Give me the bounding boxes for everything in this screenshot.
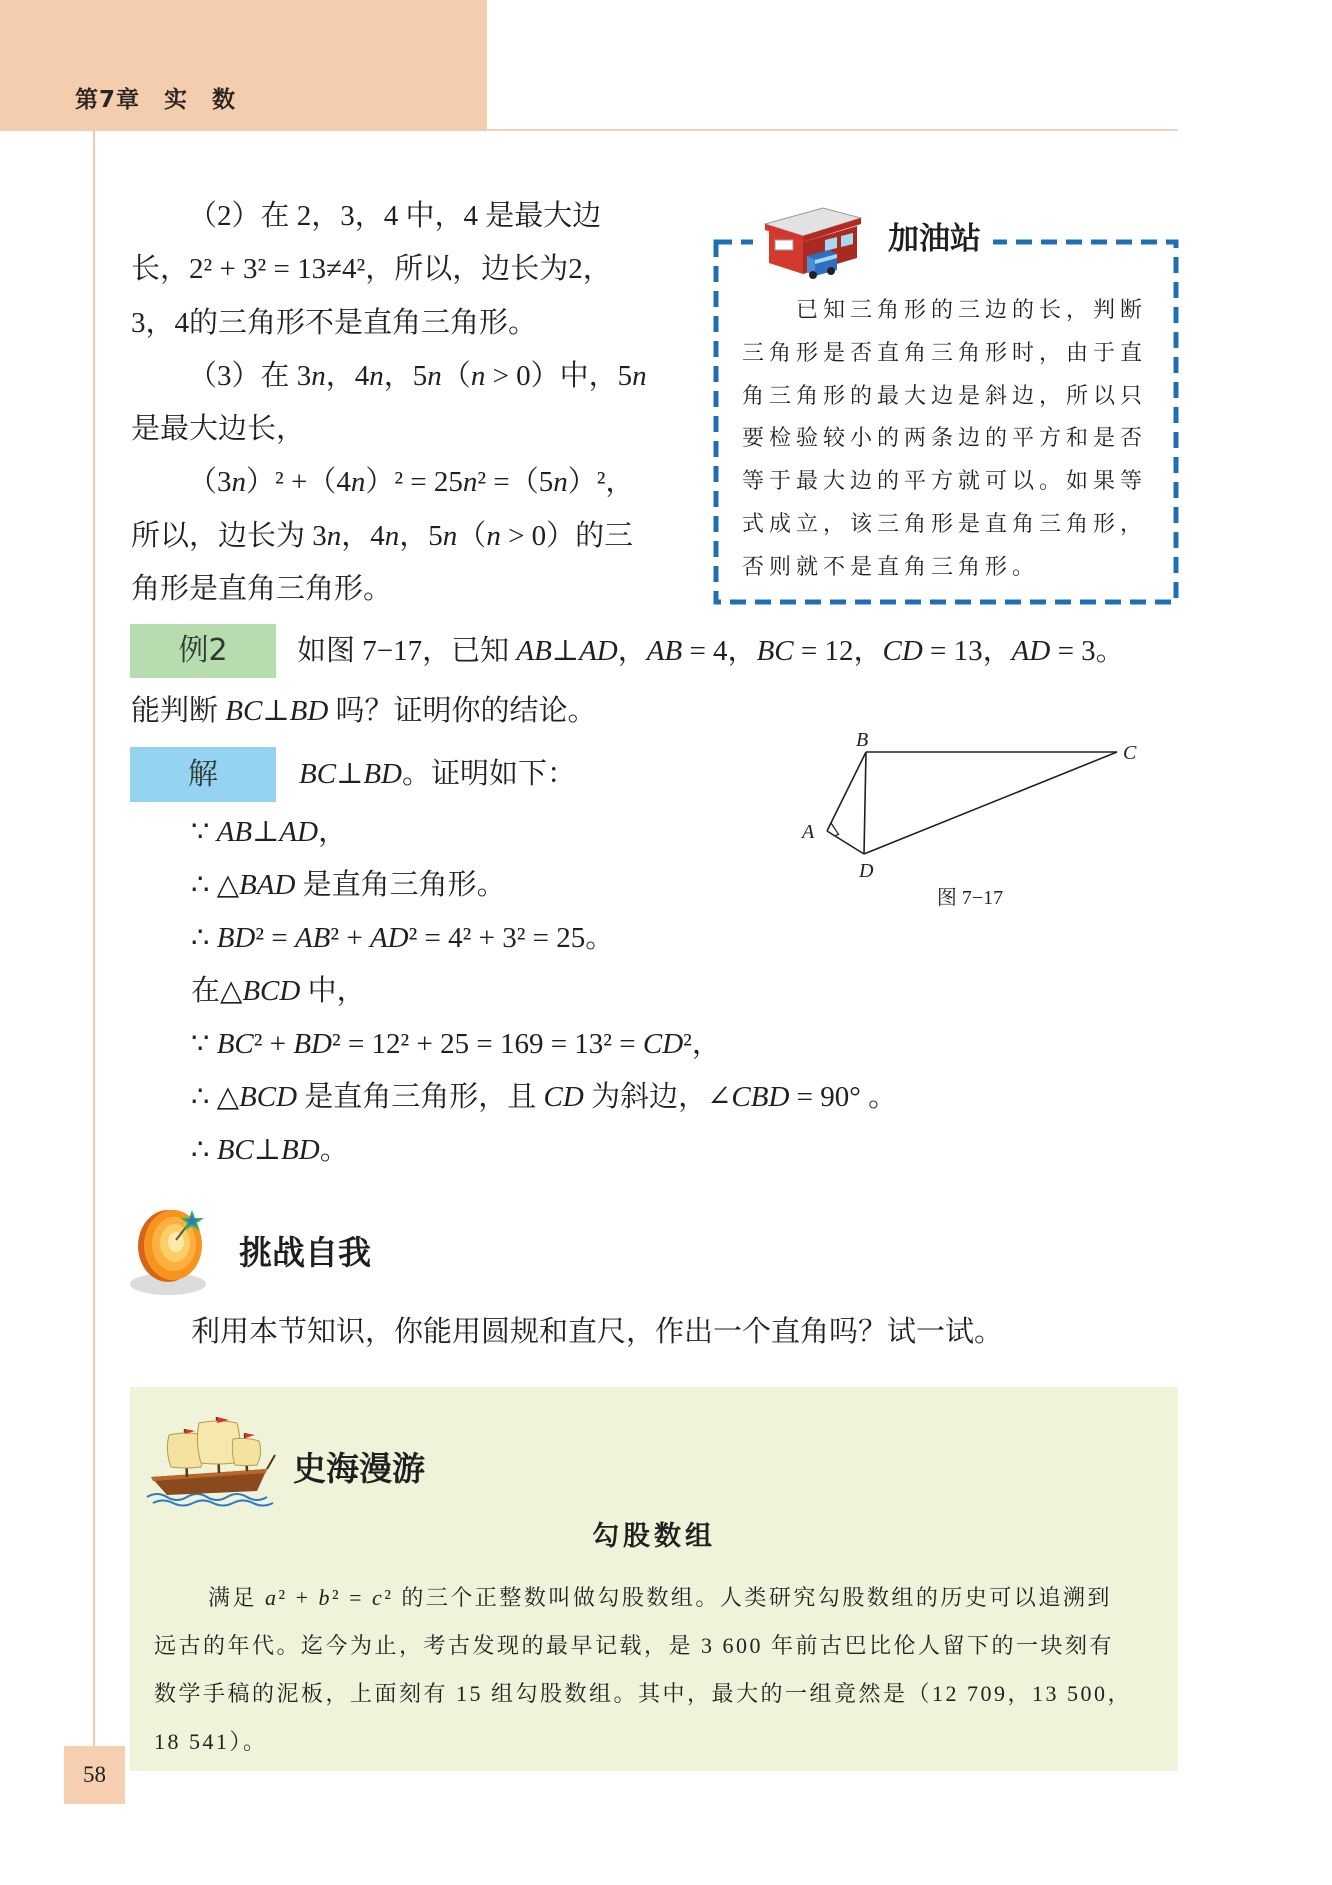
segment-dc xyxy=(864,752,1117,854)
main-line: 长，2² + 3² = 13≠4²，所以，边长为2， xyxy=(131,253,612,286)
math-variable: AD xyxy=(579,635,618,667)
segment-ab xyxy=(827,752,866,831)
math-variable: n xyxy=(369,359,384,392)
vertex-label-a: A xyxy=(802,821,815,843)
vertex-label-d: D xyxy=(859,860,874,882)
math-variable: n xyxy=(427,359,442,392)
main-line: 是最大边长， xyxy=(131,413,306,446)
tip-line: 要检验较小的两条边的平方和是否 xyxy=(742,425,1148,451)
segment-ad xyxy=(827,831,864,854)
history-title: 史海漫游 xyxy=(293,1449,425,1488)
gas-station-icon xyxy=(753,200,865,280)
math-variable: CD xyxy=(882,635,923,667)
math-variable: AB xyxy=(294,922,331,954)
math-variable: BC xyxy=(299,758,337,790)
history-subtitle: 勾股数组 xyxy=(592,1521,716,1551)
main-line: 所以，边长为 3n，4n，5n（n > 0）的三 xyxy=(131,519,634,552)
example-question: 能判断 BC⊥BD 吗？证明你的结论。 xyxy=(131,695,597,727)
math-variable: n xyxy=(553,466,568,499)
math-variable: n xyxy=(632,359,647,392)
example-statement: 如图 7−17，已知 AB⊥AD，AB = 4，BC = 12，CD = 13，AD = 3。 xyxy=(297,635,1125,667)
main-line: 角形是直角三角形。 xyxy=(131,573,393,606)
main-line: 3，4的三角形不是直角三角形。 xyxy=(131,306,538,339)
math-variable: BD xyxy=(363,758,403,790)
math-variable: BCD xyxy=(239,1081,298,1113)
math-variable: BC xyxy=(225,695,263,727)
proof-step: ∵ BC² + BD² = 12² + 25 = 169 = 13² = CD²， xyxy=(191,1028,721,1060)
tip-line: 等于最大边的平方就可以。如果等 xyxy=(742,468,1148,494)
math-variable: BAD xyxy=(239,869,296,901)
math-variable: BCD xyxy=(242,975,301,1007)
challenge-title: 挑战自我 xyxy=(239,1233,371,1272)
vertex-label-c: C xyxy=(1123,742,1137,764)
math-variable: n xyxy=(326,519,342,552)
math-variable: AD xyxy=(1011,635,1051,667)
math-variable: BD xyxy=(289,695,329,727)
math-variable: c xyxy=(372,1585,385,1610)
proof-step: ∴ BC⊥BD。 xyxy=(191,1134,349,1166)
math-variable: AB xyxy=(646,635,683,667)
math-variable: CD xyxy=(543,1081,584,1113)
math-variable: BD xyxy=(216,922,256,954)
sailing-ship-icon xyxy=(145,1411,276,1508)
tip-line: 否则就不是直角三角形。 xyxy=(742,553,1040,579)
target-icon xyxy=(128,1200,214,1298)
main-line: （3）在 3n，4n，5n（n > 0）中，5n xyxy=(188,359,647,392)
main-line: （3n）² +（4n）² = 25n² =（5n）²， xyxy=(188,466,635,499)
math-variable: n xyxy=(462,466,478,499)
math-variable: n xyxy=(311,359,326,392)
math-variable: n xyxy=(231,466,247,499)
math-variable: BC xyxy=(216,1134,254,1166)
math-variable: AD xyxy=(369,922,409,954)
math-variable: n xyxy=(470,359,486,392)
tip-line: 已知三角形的三边的长，判断 xyxy=(796,297,1148,322)
solution-intro: BC⊥BD。证明如下： xyxy=(299,758,577,790)
tip-line: 角三角形的最大边是斜边，所以只 xyxy=(742,382,1148,408)
math-variable: BC xyxy=(216,1028,254,1060)
figure-caption: 图 7−17 xyxy=(936,887,1004,909)
math-variable: n xyxy=(350,466,366,499)
math-variable: n xyxy=(384,519,400,552)
chapter-header-band xyxy=(0,0,487,131)
proof-step: ∴ △BAD 是直角三角形。 xyxy=(191,869,506,901)
solution-label: 解 xyxy=(130,747,276,802)
history-paragraph xyxy=(154,1574,1132,1766)
history-line: 满足 a² + b² = c² 的三个正整数叫做勾股数组。人类研究勾股数组的历史可以追溯到 xyxy=(208,1585,1112,1610)
math-variable: AB xyxy=(216,816,253,848)
main-text-block xyxy=(131,190,647,616)
challenge-text: 利用本节知识，你能用圆规和直尺，作出一个直角吗？试一试。 xyxy=(191,1316,1004,1348)
triangle-figure xyxy=(790,720,1170,915)
tip-box-title: 加油站 xyxy=(888,221,981,257)
math-variable: BD xyxy=(293,1028,332,1060)
proof-step: ∴ △BCD 是直角三角形，且 CD 为斜边，∠CBD = 90° 。 xyxy=(191,1081,898,1113)
history-line: 18 541）。 xyxy=(154,1729,268,1754)
history-line: 远古的年代。迄今为止，考古发现的最早记载，是 3 600 年前古巴比伦人留下的一块刻有 xyxy=(154,1633,1115,1658)
page-number: 58 xyxy=(64,1746,125,1804)
main-line: （2）在 2，3，4 中，4 是最大边 xyxy=(188,200,602,232)
chapter-title: 第7章 实 数 xyxy=(75,87,237,113)
margin-rule xyxy=(93,131,95,1746)
proof-step: ∵ AB⊥AD， xyxy=(191,816,348,848)
tip-box-text xyxy=(742,289,1147,589)
vertex-label-b: B xyxy=(856,729,869,751)
proof-step: 在△BCD 中， xyxy=(191,975,366,1007)
math-variable: a xyxy=(265,1585,279,1610)
header-rule xyxy=(487,129,1178,131)
proof-step: ∴ BD² = AB² + AD² = 4² + 3² = 25。 xyxy=(191,922,615,954)
segment-bd xyxy=(864,752,866,854)
math-variable: BD xyxy=(281,1134,320,1166)
math-variable: n xyxy=(442,519,458,552)
math-variable: CBD xyxy=(731,1081,790,1113)
math-variable: AB xyxy=(516,635,552,667)
history-line: 数学手稿的泥板，上面刻有 15 组勾股数组。其中，最大的一组竟然是（12 709，13 500， xyxy=(154,1681,1133,1706)
math-variable: AD xyxy=(279,816,319,848)
math-variable: CD xyxy=(642,1028,684,1060)
tip-line: 式成立，该三角形是直角三角形， xyxy=(742,510,1148,536)
math-variable: b xyxy=(318,1585,333,1610)
example-label: 例2 xyxy=(130,624,276,678)
math-variable: BC xyxy=(756,635,794,667)
math-variable: n xyxy=(486,519,501,552)
tip-line: 三角形是否直角三角形时，由于直 xyxy=(742,339,1148,365)
